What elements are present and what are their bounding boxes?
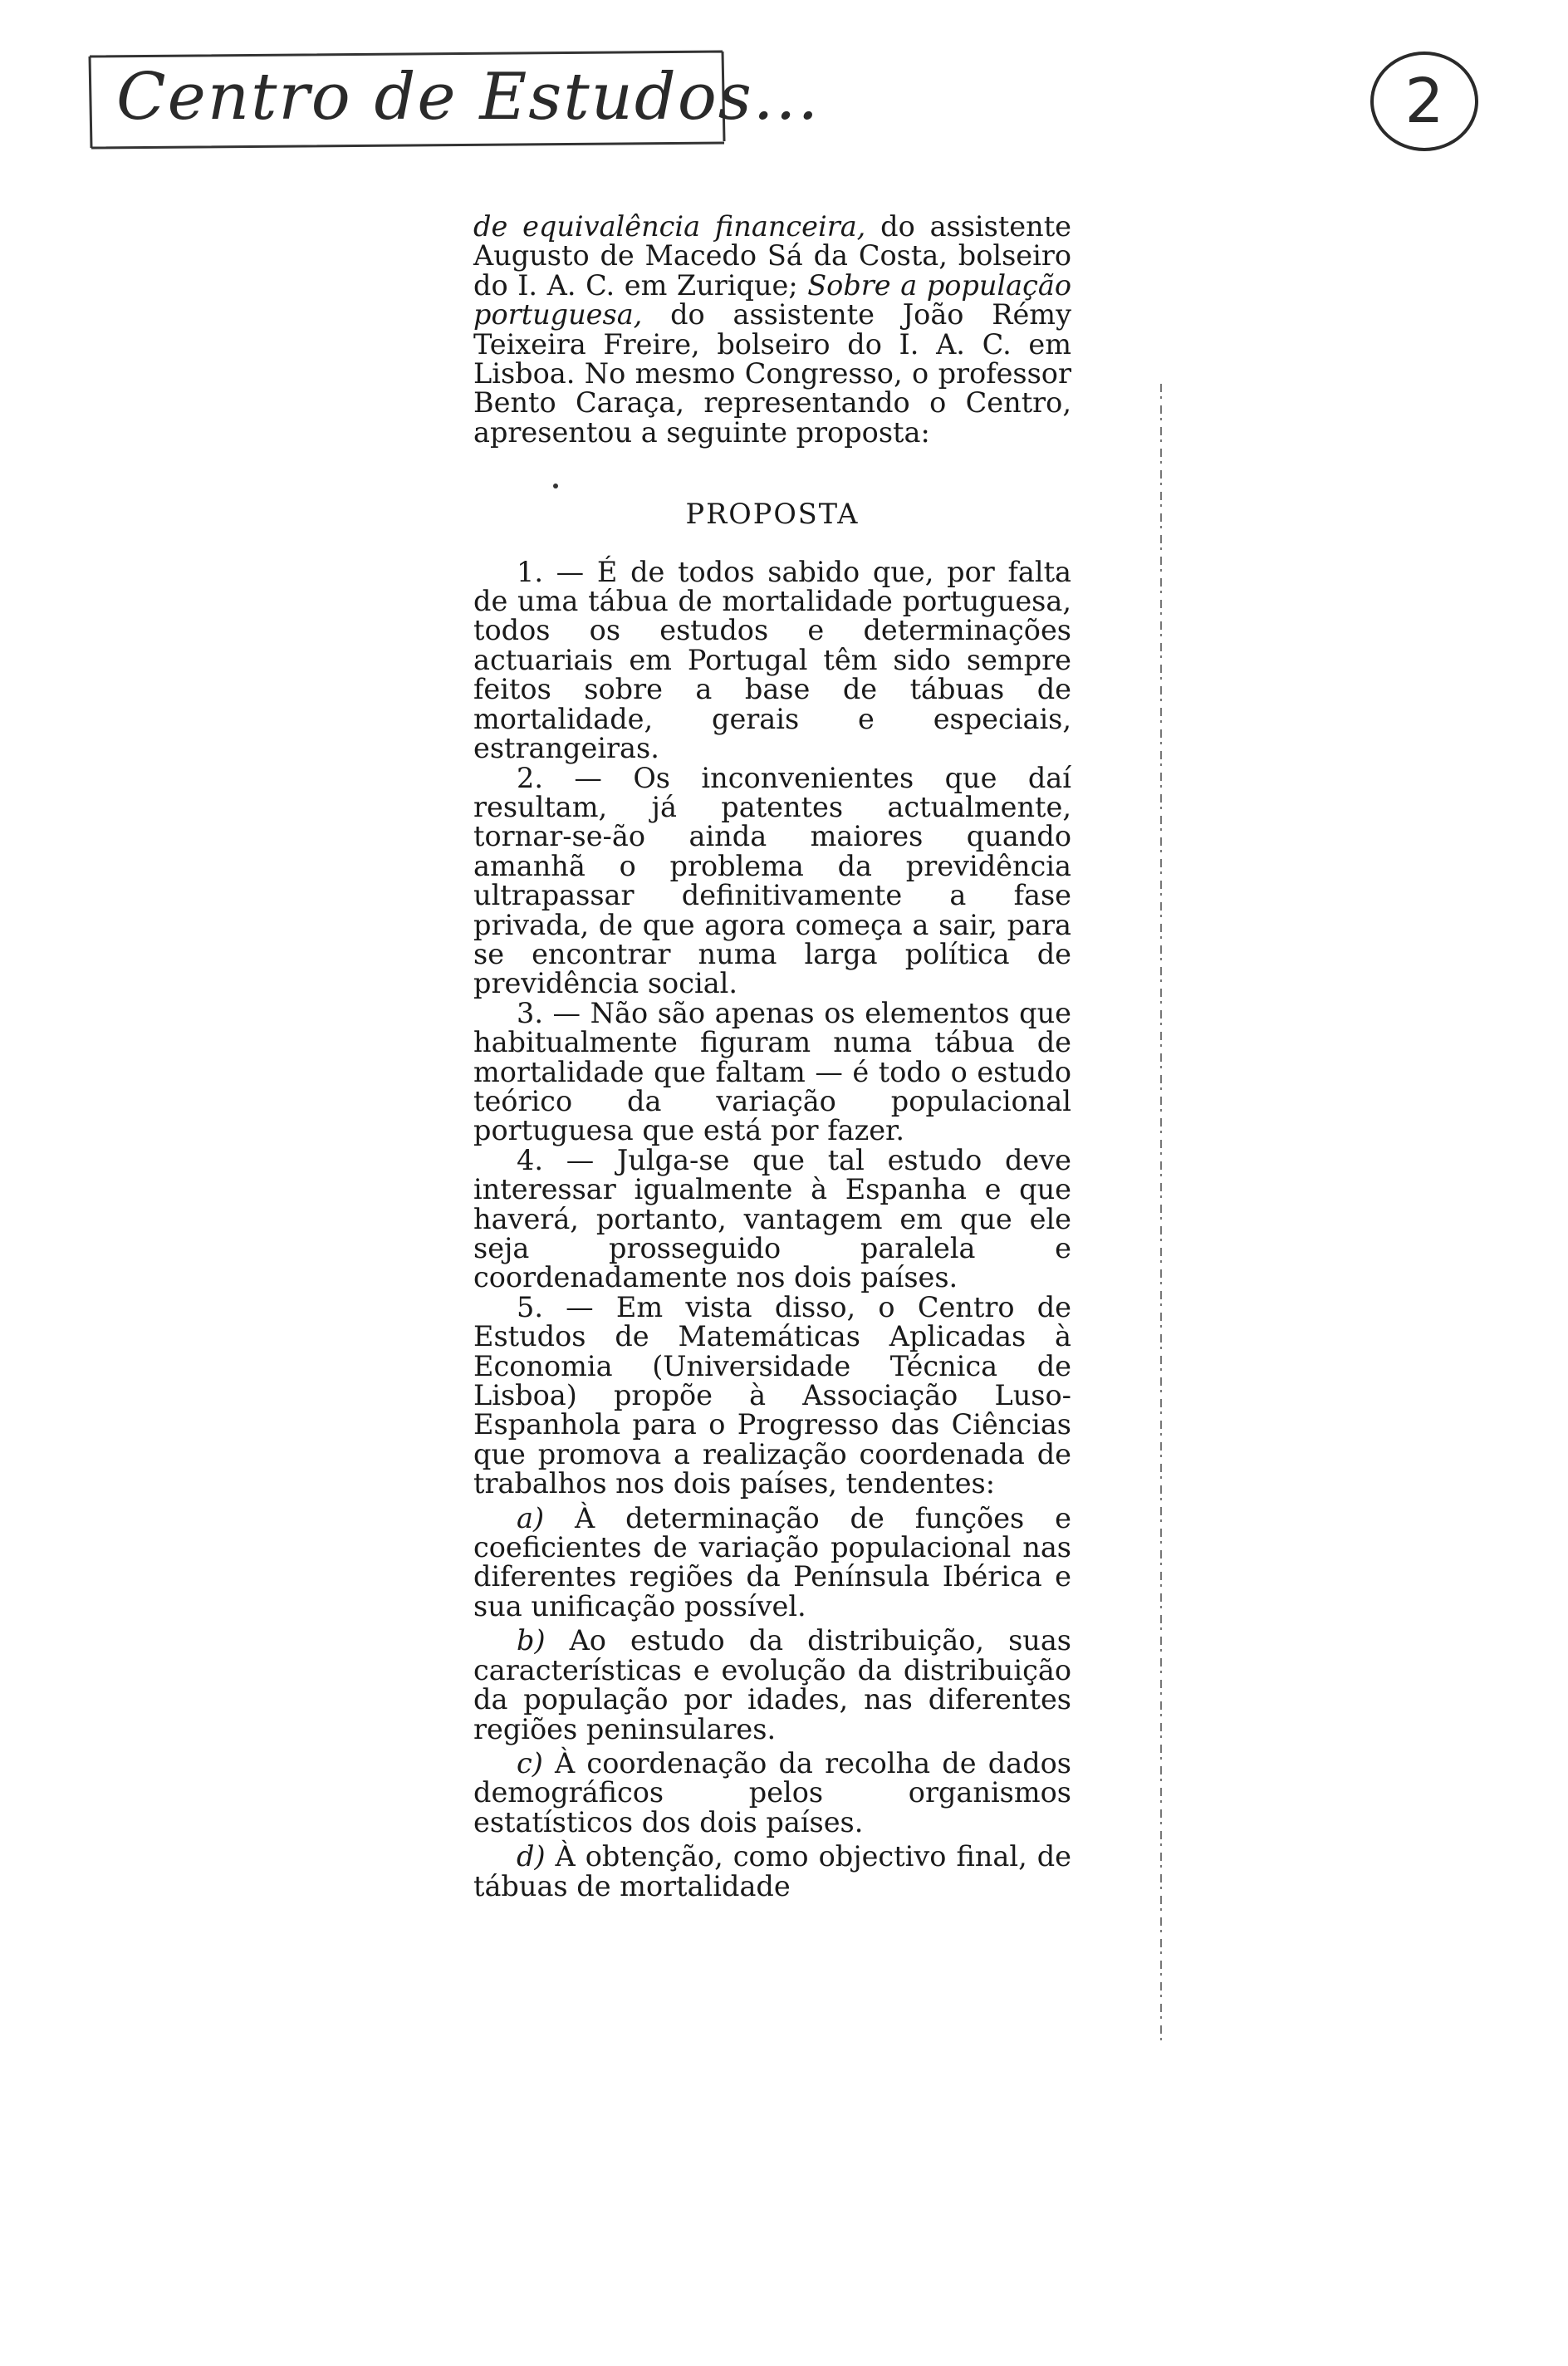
item-text: À obtenção, como objectivo final, de tábuas de mortalidade [473,1840,1071,1902]
item-text: À coordenação da recolha de dados demográficos pelos organismos estatísticos dos dois países. [473,1746,1071,1838]
intro-text-2: do assistente João Rémy Teixeira Freire, bolseiro do I. A. C. em Lisboa. No mesmo Congresso, o professor Bento Caraça, representando o Centro, apresentou a seguinte proposta: [473,298,1071,449]
item-letter: a) [517,1501,545,1534]
proposal-paragraph-4: 4. — Julga-se que tal estudo deve interessar igualmente à Espanha e que haverá, portanto, vantagem em que ele seja prosseguido paralela e coordenadamente nos dois países. [473,1143,1071,1294]
item-text: Ao estudo da distribuição, suas características e evolução da distribuição da população por idades, nas diferentes regiões peninsulares. [473,1624,1071,1745]
intro-italic-2: Sobre a população portuguesa, [473,268,1071,331]
proposal-title: PROPOSTA [685,498,860,531]
page-number: 2 [1370,52,1478,151]
item-letter: c) [517,1746,543,1779]
item-letter: b) [517,1624,546,1657]
proposal-item-c [473,1746,1071,1838]
proposal-item-a [473,1501,1071,1622]
annotation-text: Centro de Estudos... [116,60,821,135]
intro-italic-1: de equivalência financeira, [473,210,866,243]
proposal-item-d [473,1842,1071,1901]
proposal-paragraph-5: 5. — Em vista disso, o Centro de Estudos de Matemáticas Aplicadas à Economia (Universidade Técnica de Lisboa) propõe à Associação Luso-Espanhola para o Progresso das Ciências que promova a realização coordenada de trabalhos nos dois países, tendentes: [473,1290,1071,1500]
item-letter: d) [517,1840,546,1873]
item-text: À determinação de funções e coeficientes de variação populacional nas diferentes regiões da Península Ibérica e sua unificação possível. [473,1501,1071,1622]
proposal-paragraph-1: 1. — É de todos sabido que, por falta de uma tábua de mortalidade portuguesa, todos os estudos e determinações actuariais em Portugal têm sido sempre feitos sobre a base de tábuas de mortalidade, gerais e especiais, estrangeiras. [473,555,1071,765]
intro-text-1: do assistente Augusto de Macedo Sá da Costa, bolseiro do I. A. C. em Zurique; [473,210,1071,302]
text-column [473,212,1071,1901]
margin-mark [1159,384,1163,2045]
proposal-paragraph-2: 2. — Os inconvenientes que daí resultam, já patentes actualmente, tornar-se-ão ainda maiores quando amanhã o problema da previdência ultrapassar definitivamente a fase privada, de que agora começa a sair, para se encontrar numa larga política de previdência social. [473,761,1071,1000]
proposal-item-b [473,1626,1071,1744]
proposal-paragraph-3: 3. — Não são apenas os elementos que habitualmente figuram numa tábua de mortalidade que faltam — é todo o estudo teórico da variação populacional portuguesa que está por fazer. [473,996,1071,1147]
handwritten-annotation [83,48,821,156]
intro-paragraph [473,212,1071,447]
